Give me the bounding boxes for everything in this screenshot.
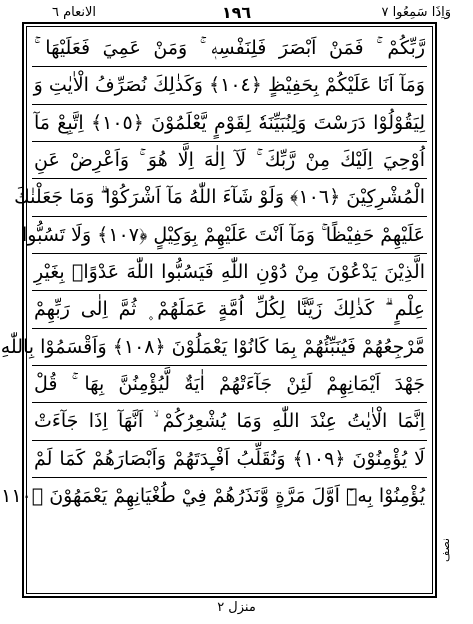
- text-line: اُوْحِيَ اِلَيْكَ مِنْ رَّبِّكَ ۚ لَآ اِلٰهَ اِلَّا هُوَ ۚ وَاَعْرِضْ عَنِ: [32, 142, 427, 179]
- text-line: يُؤْمِنُوْا بِهٖٓ اَوَّلَ مَرَّةٍ وَّنَذَرُهُمْ فِيْ طُغْيَانِهِمْ يَعْمَهُوْنَ ﴿١١٠: [1, 484, 425, 507]
- text-block: [0, 30, 427, 590]
- header-juz-label: وَاِذَا سَمِعُوا ٧: [381, 5, 451, 20]
- text-line: لَا يُؤْمِنُوْنَ ﴿١٠٩﴾ وَنُقَلِّبُ اَفْـِٕدَتَهُمْ وَاَبْصَارَهُمْ كَمَا لَمْ: [32, 441, 427, 478]
- text-line: وَمَآ اَنَا عَلَيْكُمْ بِحَفِيْظٍ ﴿١٠٤﴾ وَكَذٰلِكَ نُصَرِّفُ الْاٰيٰتِ وَ: [32, 67, 427, 104]
- header-surah-label: الانعام ٦: [52, 5, 97, 20]
- text-line: لِيَقُوْلُوْا دَرَسْتَ وَلِنُبَيِّنَهٗ لِقَوْمٍ يَّعْلَمُوْنَ ﴿١٠٥﴾ اِتَّبِعْ مَآ: [32, 105, 427, 142]
- text-line: عَلَيْهِمْ حَفِيْظًا ۚ وَمَآ اَنْتَ عَلَيْهِمْ بِوَكِيْلٍ ﴿١٠٧﴾ وَلَا تَسُبُّوا: [32, 217, 427, 254]
- text-line: رَّبِّكُمْ ۚ فَمَنْ اَبْصَرَ فَلِنَفْسِهٖ ۚ وَمَنْ عَمِيَ فَعَلَيْهَا ۚ: [32, 30, 427, 67]
- text-line: الَّذِيْنَ يَدْعُوْنَ مِنْ دُوْنِ اللّٰهِ فَيَسُبُّوا اللّٰهَ عَدْوًاۢ بِغَيْرِ: [32, 254, 427, 291]
- page-number: ١٩٦: [221, 3, 252, 22]
- text-line: جَهْدَ اَيْمَانِهِمْ لَئِنْ جَآءَتْهُمْ اٰيَةٌ لَّيُؤْمِنُنَّ بِهَا ۚ قُلْ: [32, 366, 427, 403]
- text-line: عِلْمٍ ۗ كَذٰلِكَ زَيَّنَّا لِكُلِّ اُمَّةٍ عَمَلَهُمْ ۪ ثُمَّ اِلٰى رَبِّهِمْ: [32, 291, 427, 328]
- margin-note: نصف: [439, 538, 452, 562]
- text-line: اِنَّمَا الْاٰيٰتُ عِنْدَ اللّٰهِ وَمَا يُشْعِرُكُمْ ۙ اَنَّهَآ اِذَا جَآءَتْ: [32, 403, 427, 440]
- text-line: الْمُشْرِكِيْنَ ﴿١٠٦﴾ وَلَوْ شَآءَ اللّٰهُ مَآ اَشْرَكُوْا ۗ وَمَا جَعَلْنٰكَ: [32, 179, 427, 216]
- text-line: مَّرْجِعُهُمْ فَيُنَبِّئُهُمْ بِمَا كَانُوْا يَعْمَلُوْنَ ﴿١٠٨﴾ وَاَقْسَمُوْا بِاللّٰهِ: [32, 329, 427, 366]
- page-footer: منزل ٢: [217, 600, 256, 615]
